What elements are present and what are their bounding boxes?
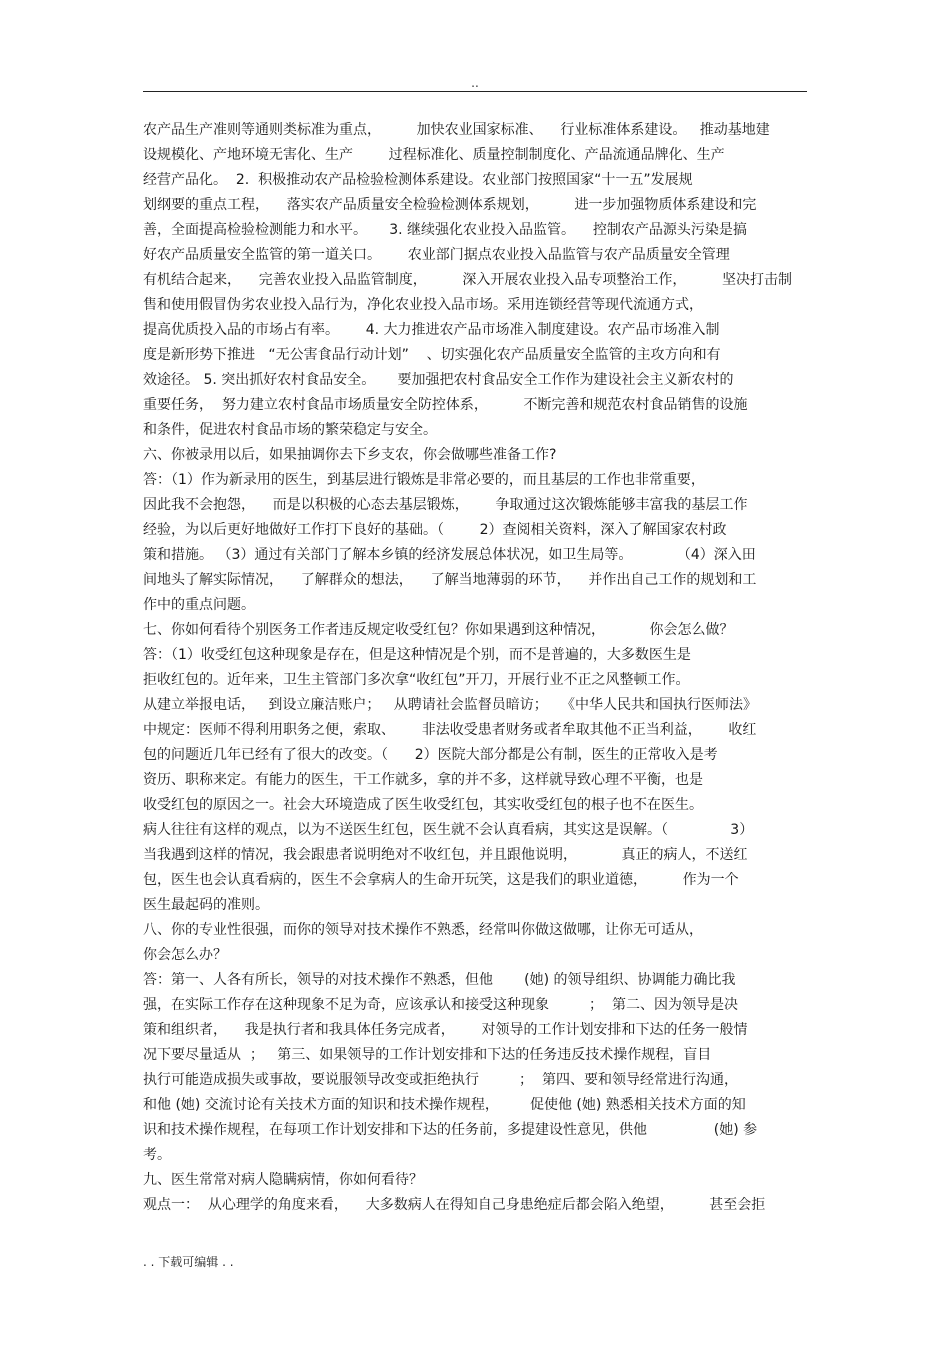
text-line: 和他 (她) 交流讨论有关技术方面的知识和技术操作规程， 促使他 (她) 熟悉相关技术方面的知 xyxy=(143,1097,746,1113)
text-line: 考。 xyxy=(143,1147,171,1163)
text-line: 强，在实际工作存在这种现象不足为奇，应该承认和接受这种现象 ； 第二、因为领导是决 xyxy=(143,997,738,1013)
text-line: 重要任务， 努力建立农村食品市场质量安全防控体系， 不断完善和规范农村食品销售的设施 xyxy=(143,397,748,413)
text-line: 效途径。 5. 突出抓好农村食品安全。 要加强把农村食品安全工作作为建设社会主义新农村的 xyxy=(143,372,734,388)
text-line: 识和技术操作规程，在每项工作计划安排和下达的任务前，多提建设性意见，供他 (她) 参 xyxy=(143,1122,758,1138)
text-line: 执行可能造成损失或事故，要说服领导改变或拒绝执行 ； 第四、要和领导经常进行沟通， xyxy=(143,1072,738,1088)
text-line: 农产品生产准则等通则类标准为重点， 加快农业国家标准、 行业标准体系建设。 推动基地建 xyxy=(143,122,770,138)
text-line: 答：第一、人各有所长，领导的对技术操作不熟悉，但他 (她) 的领导组织、协调能力确比我 xyxy=(143,972,736,988)
text-line: 因此我不会抱怨， 而是以积极的心态去基层锻炼， 争取通过这次锻炼能够丰富我的基层工作 xyxy=(143,497,748,513)
text-line: 七、你如何看待个别医务工作者违反规定收受红包？你如果遇到这种情况， 你会怎么做？ xyxy=(143,622,734,638)
document-body xyxy=(143,118,813,1218)
text-line: 间地头了解实际情况， 了解群众的想法， 了解当地薄弱的环节， 并作出自己工作的规划和工 xyxy=(143,572,757,588)
header-rule xyxy=(143,91,807,92)
text-line: 包，医生也会认真看病的，医生不会拿病人的生命开玩笑，这是我们的职业道德， 作为一个 xyxy=(143,872,739,888)
text-line: 况下要尽量适从 ； 第三、如果领导的工作计划安排和下达的任务违反技术操作规程，盲目 xyxy=(143,1047,712,1063)
text-line: 售和使用假冒伪劣农业投入品行为，净化农业投入品市场。采用连锁经营等现代流通方式， xyxy=(143,297,703,313)
text-line: 作中的重点问题。 xyxy=(143,597,255,613)
text-line: 划纲要的重点工程， 落实农产品质量安全检验检测体系规划， 进一步加强物质体系建设和完 xyxy=(143,197,757,213)
text-line: 设规模化、产地环境无害化、生产 过程标准化、质量控制制度化、产品流通品牌化、生产 xyxy=(143,147,725,163)
text-line: 经营产品化。 2. 积极推动农产品检验检测体系建设。农业部门按照国家“十一五”发展规 xyxy=(143,172,693,188)
text-line: 九、医生常常对病人隐瞒病情，你如何看待？ xyxy=(143,1172,423,1188)
text-line: 答：（1）收受红包这种现象是存在，但是这种情况是个别，而不是普遍的，大多数医生是 xyxy=(143,647,691,663)
text-line: 好农产品质量安全监管的第一道关口。 农业部门据点农业投入品监管与农产品质量安全管理 xyxy=(143,247,730,263)
text-line: 经验，为以后更好地做好工作打下良好的基础。（ 2）查阅相关资料，深入了解国家农村政 xyxy=(143,522,727,538)
text-line: 和条件，促进农村食品市场的繁荣稳定与安全。 xyxy=(143,422,437,438)
text-line: 病人往往有这样的观点，以为不送医生红包，医生就不会认真看病，其实这是误解。（ 3） xyxy=(143,822,754,838)
text-line: 资历、职称来定。有能力的医生，干工作就多，拿的并不多，这样就导致心理不平衡，也是 xyxy=(143,772,703,788)
text-line: 中规定：医师不得利用职务之便，索取、 非法收受患者财务或者牟取其他不正当利益， 收红 xyxy=(143,722,757,738)
text-line: 包的问题近几年已经有了很大的改变。（ 2）医院大部分都是公有制，医生的正常收入是考 xyxy=(143,747,718,763)
text-line: 六、你被录用以后，如果抽调你去下乡支农，你会做哪些准备工作? xyxy=(143,447,557,463)
text-line: 提高优质投入品的市场占有率。 4. 大力推进农产品市场准入制度建设。农产品市场准入制 xyxy=(143,322,720,338)
text-line: 当我遇到这样的情况，我会跟患者说明绝对不收红包，并且跟他说明， 真正的病人，不送红 xyxy=(143,847,748,863)
text-line: 策和措施。 （3）通过有关部门了解本乡镇的经济发展总体状况，如卫生局等。 （4）深入田 xyxy=(143,547,756,563)
text-line: 你会怎么办？ xyxy=(143,947,227,963)
text-line: 从建立举报电话， 到设立廉洁账户； 从聘请社会监督员暗访； 《中华人民共和国执行医师法》 xyxy=(143,697,758,713)
text-line: 善，全面提高检验检测能力和水平。 3. 继续强化农业投入品监管。 控制农产品源头污染是搞 xyxy=(143,222,747,238)
text-line: 医生最起码的准则。 xyxy=(143,897,269,913)
text-line: 八、你的专业性很强，而你的领导对技术操作不熟悉，经常叫你做这做哪，让你无可适从， xyxy=(143,922,703,938)
text-line: 答：（1）作为新录用的医生，到基层进行锻炼是非常必要的，而且基层的工作也非常重要， xyxy=(143,472,705,488)
text-line: 收受红包的原因之一。社会大环境造成了医生收受红包，其实收受红包的根子也不在医生。 xyxy=(143,797,703,813)
page-footer-mark: . . 下载可编辑 . . xyxy=(143,1255,234,1269)
text-line: 拒收红包的。近年来，卫生主管部门多次拿“收红包”开刀，开展行业不正之风整顿工作。 xyxy=(143,672,690,688)
text-line: 观点一： 从心理学的角度来看， 大多数病人在得知自己身患绝症后都会陷入绝望， 甚至会拒 xyxy=(143,1197,766,1213)
text-line: 有机结合起来， 完善农业投入品监管制度， 深入开展农业投入品专项整治工作， 坚决打击制 xyxy=(143,272,793,288)
page-header-mark: .. xyxy=(471,76,479,90)
text-line: 度是新形势下推进 “无公害食品行动计划” 、切实强化农产品质量安全监管的主攻方向和有 xyxy=(143,347,721,363)
text-line: 策和组织者， 我是执行者和我具体任务完成者， 对领导的工作计划安排和下达的任务一般情 xyxy=(143,1022,748,1038)
